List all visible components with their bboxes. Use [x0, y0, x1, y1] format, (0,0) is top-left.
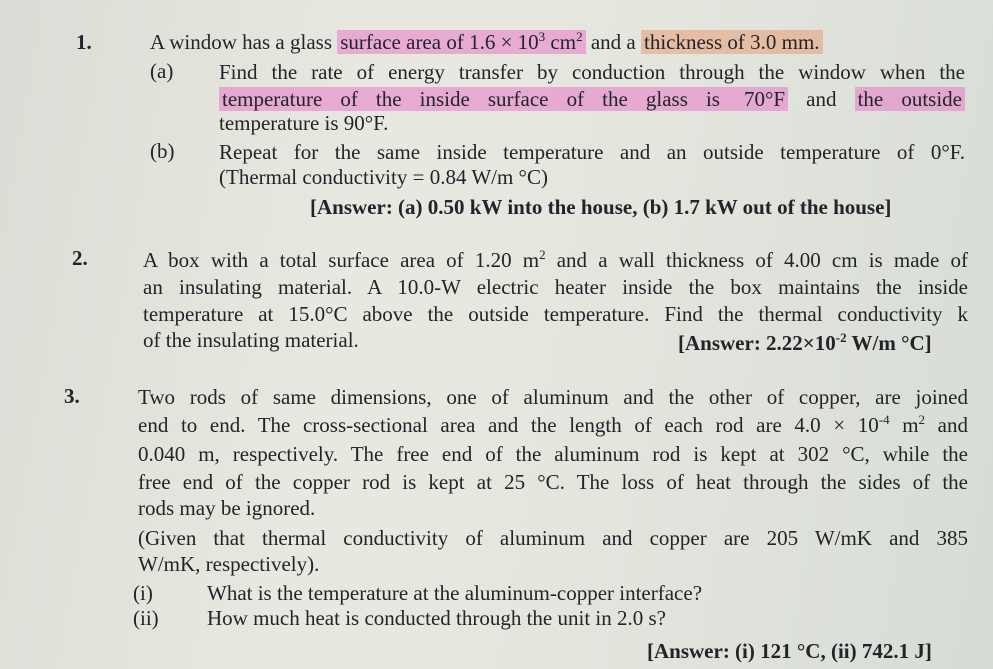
- question-2-number: 2.: [72, 246, 88, 270]
- question-3-line-1: Two rods of same dimensions, one of aluminum and the other of copper, are joined: [138, 385, 968, 409]
- question-1a-line-3: temperature is 90°F.: [219, 111, 389, 135]
- question-2-line-3: temperature at 15.0°C above the outside temperature. Find the thermal conductivity k: [143, 302, 968, 326]
- question-1a-line-1: Find the rate of energy transfer by conduction through the window when the: [219, 60, 965, 84]
- question-2-line-2: an insulating material. A 10.0-W electric heater inside the box maintains the inside: [143, 275, 968, 299]
- question-3ii-label: (ii): [133, 606, 159, 630]
- question-3ii-text: How much heat is conducted through the unit in 2.0 s?: [207, 606, 666, 630]
- question-3i-text: What is the temperature at the aluminum-copper interface?: [207, 581, 703, 605]
- question-1b-line-1: Repeat for the same inside temperature and an outside temperature of 0°F.: [219, 140, 965, 164]
- question-1b-label: (b): [150, 139, 175, 163]
- question-3-line-4: free end of the copper rod is kept at 25 °C. The loss of heat through the sides of the: [138, 470, 968, 494]
- question-2-answer: [Answer: $2.22\times 10^{-2}$ W/m °C]: [678, 330, 932, 355]
- question-2-line-1: A box with a total surface area of 1.20 $m^2$ and a wall thickness of 4.00 cm is made of: [143, 247, 969, 272]
- question-3-line-3: 0.040 m, respectively. The free end of the aluminum rod is kept at 302 °C, while the: [138, 442, 968, 466]
- question-1-line-1: A window has a glass surface area of $1.6 \times 10^3$ $cm^2$ and a thickness of 3.0 mm.: [150, 29, 823, 55]
- question-1b-line-2: (Thermal conductivity = 0.84 W/m °C): [219, 165, 548, 189]
- question-3-answer: [Answer: (i) 121 °C, (ii) 742.1 J]: [647, 639, 932, 663]
- question-1a-label: (a): [150, 59, 174, 83]
- question-1-answer: [Answer: (a) 0.50 kW into the house, (b) 1.7 kW out of the house]: [310, 195, 892, 219]
- question-3-line-5: rods may be ignored.: [138, 496, 316, 520]
- question-2-line-4: of the insulating material.: [143, 328, 359, 352]
- question-3-number: 3.: [64, 384, 80, 408]
- question-3-line-6: (Given that thermal conductivity of aluminum and copper are 205 W/mK and 385: [138, 526, 968, 550]
- question-1-number: 1.: [76, 30, 92, 54]
- question-3i-label: (i): [133, 581, 153, 605]
- question-1a-line-2: temperature of the inside surface of the glass is 70°F and the outside: [219, 86, 965, 112]
- question-3-line-7: W/mK, respectively).: [138, 552, 320, 576]
- question-3-line-2: end to end. The cross-sectional area and the length of each rod are $4.0 \times 10^{-4}$ $m^2$ and: [138, 412, 968, 437]
